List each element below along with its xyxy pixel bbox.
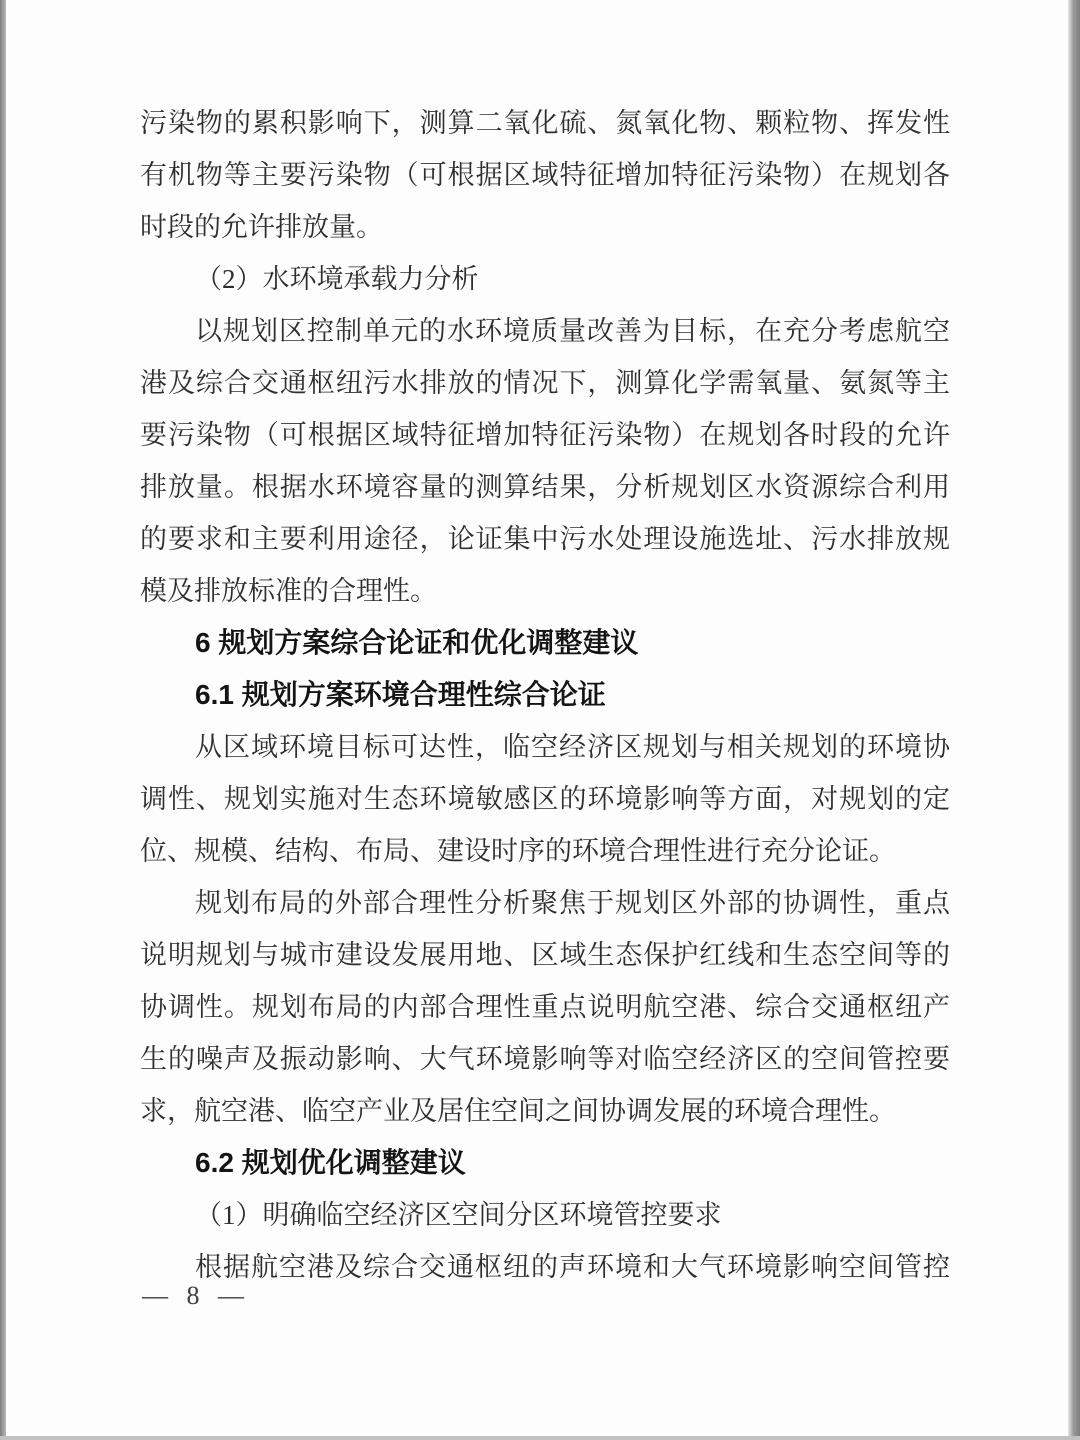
- text-line: 从区域环境目标可达性，临空经济区规划与相关规划的环境协: [195, 732, 950, 762]
- text-line: 规划布局的外部合理性分析聚焦于规划区外部的协调性，重点: [195, 888, 950, 918]
- section-heading: [140, 669, 950, 721]
- scan-edge-left: [0, 0, 6, 1440]
- text-line: 6.1 规划方案环境合理性综合论证: [195, 679, 606, 710]
- text-line: 时段的允许排放量。: [140, 212, 383, 242]
- section-heading: [140, 617, 950, 669]
- paragraph: [140, 877, 950, 1137]
- text-line: 协调性。规划布局的内部合理性重点说明航空港、综合交通枢纽产: [140, 992, 950, 1022]
- text-line: 排放量。根据水环境容量的测算结果，分析规划区水资源综合利用: [140, 472, 950, 502]
- paragraph: [140, 1189, 950, 1241]
- text-line: 的要求和主要利用途径，论证集中污水处理设施选址、污水排放规: [140, 524, 950, 554]
- scan-edge-bottom: [0, 1436, 1080, 1440]
- text-line: 说明规划与城市建设发展用地、区域生态保护红线和生态空间等的: [140, 940, 950, 970]
- text-line: 6.2 规划优化调整建议: [195, 1147, 466, 1178]
- text-line: 污染物的累积影响下，测算二氧化硫、氮氧化物、颗粒物、挥发性: [140, 108, 950, 138]
- text-line: （1）明确临空经济区空间分区环境管控要求: [195, 1200, 722, 1230]
- text-line: 6 规划方案综合论证和优化调整建议: [195, 627, 639, 658]
- text-line: 生的噪声及振动影响、大气环境影响等对临空经济区的空间管控要: [140, 1044, 950, 1074]
- text-line: 要污染物（可根据区域特征增加特征污染物）在规划各时段的允许: [140, 420, 950, 450]
- scan-edge-right: [1068, 0, 1080, 1440]
- text-line: 港及综合交通枢纽污水排放的情况下，测算化学需氧量、氨氮等主: [140, 368, 950, 398]
- text-line: 有机物等主要污染物（可根据区域特征增加特征污染物）在规划各: [140, 160, 950, 190]
- page-number: — 8 —: [142, 1281, 244, 1310]
- text-line: 模及排放标准的合理性。: [140, 576, 437, 606]
- paragraph: [140, 253, 950, 305]
- text-line: 调性、规划实施对生态环境敏感区的环境影响等方面，对规划的定: [140, 784, 950, 814]
- paragraph: [140, 721, 950, 877]
- paragraph: [140, 305, 950, 617]
- section-heading: [140, 1137, 950, 1189]
- paragraph: [140, 1241, 950, 1293]
- text-line: 以规划区控制单元的水环境质量改善为目标，在充分考虑航空: [195, 316, 950, 346]
- text-line: 求，航空港、临空产业及居住空间之间协调发展的环境合理性。: [140, 1096, 896, 1126]
- document-content: [140, 97, 950, 1293]
- text-line: （2）水环境承载力分析: [195, 264, 479, 294]
- text-line: 根据航空港及综合交通枢纽的声环境和大气环境影响空间管控: [195, 1252, 950, 1282]
- paragraph: [140, 97, 950, 253]
- text-line: 位、规模、结构、布局、建设时序的环境合理性进行充分论证。: [140, 836, 896, 866]
